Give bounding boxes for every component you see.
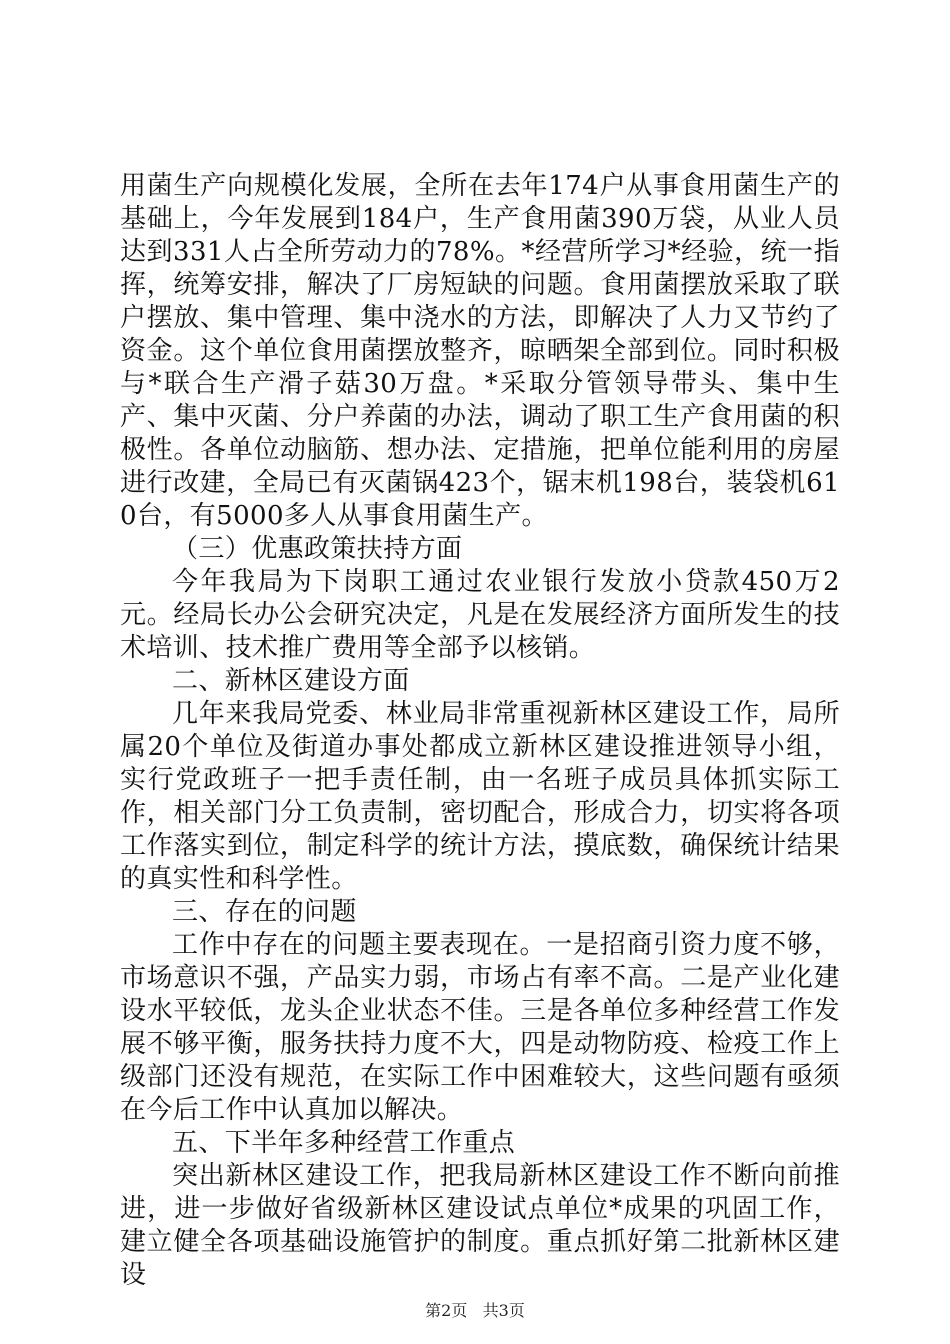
document-body <box>120 170 840 1292</box>
section-heading-new-forest-area: 二、新林区建设方面 <box>172 666 410 696</box>
page-number: 第2页 <box>425 1301 468 1320</box>
section-heading-existing-problems: 三、存在的问题 <box>172 897 357 927</box>
page-total: 共3页 <box>482 1301 525 1320</box>
section-heading-preferential-policy: （三）优惠政策扶持方面 <box>172 534 463 564</box>
paragraph-continuation: 用菌生产向规模化发展，全所在去年174户从事食用菌生产的基础上，今年发展到184户，生产食用菌390万袋，从业人员达到331人占全所劳动力的78%。*经营所学习*经验，统一指挥，统筹安排，解决了厂房短缺的问题。食用菌摆放采取了联户摆放、集中管理、集中浇水的方法，即解决了人力又节约了资金。这个单位食用菌摆放整齐，晾晒架全部到位。同时积极与*联合生产滑子菇30万盘。*采取分管领导带头、集中生产、集中灭菌、分户养菌的办法，调动了职工生产食用菌的积极性。各单位动脑筋、想办法、定措施，把单位能利用的房屋进行改建，全局已有灭菌锅423个，锯末机198台，装袋机610台，有5000多人从事食用菌生产。 <box>120 171 840 531</box>
paragraph-new-forest-area: 几年来我局党委、林业局非常重视新林区建设工作，局所属20个单位及街道办事处都成立新林区建设推进领导小组，实行党政班子一把手责任制，由一名班子成员具体抓实际工作，相关部门分工负责制，密切配合，形成合力，切实将各项工作落实到位，制定科学的统计方法，摸底数，确保统计结果的真实性和科学性。 <box>120 699 840 894</box>
paragraph-existing-problems: 工作中存在的问题主要表现在。一是招商引资力度不够，市场意识不强，产品实力弱，市场占有率不高。二是产业化建设水平较低，龙头企业状态不佳。三是各单位多种经营工作发展不够平衡，服务扶持力度不大，四是动物防疫、检疫工作上级部门还没有规范，在实际工作中困难较大，这些问题有亟须在今后工作中认真加以解决。 <box>120 930 840 1125</box>
section-heading-second-half-focus: 五、下半年多种经营工作重点 <box>172 1128 516 1158</box>
page-spacer <box>472 1301 477 1320</box>
page-footer <box>0 1301 950 1321</box>
paragraph-preferential-policy: 今年我局为下岗职工通过农业银行发放小贷款450万2元。经局长办公会研究决定，凡是在发展经济方面所发生的技术培训、技术推广费用等全部予以核销。 <box>120 567 840 663</box>
paragraph-second-half-focus: 突出新林区建设工作，把我局新林区建设工作不断向前推进，进一步做好省级新林区建设试点单位*成果的巩固工作，建立健全各项基础设施管护的制度。重点抓好第二批新林区建设 <box>120 1161 840 1290</box>
